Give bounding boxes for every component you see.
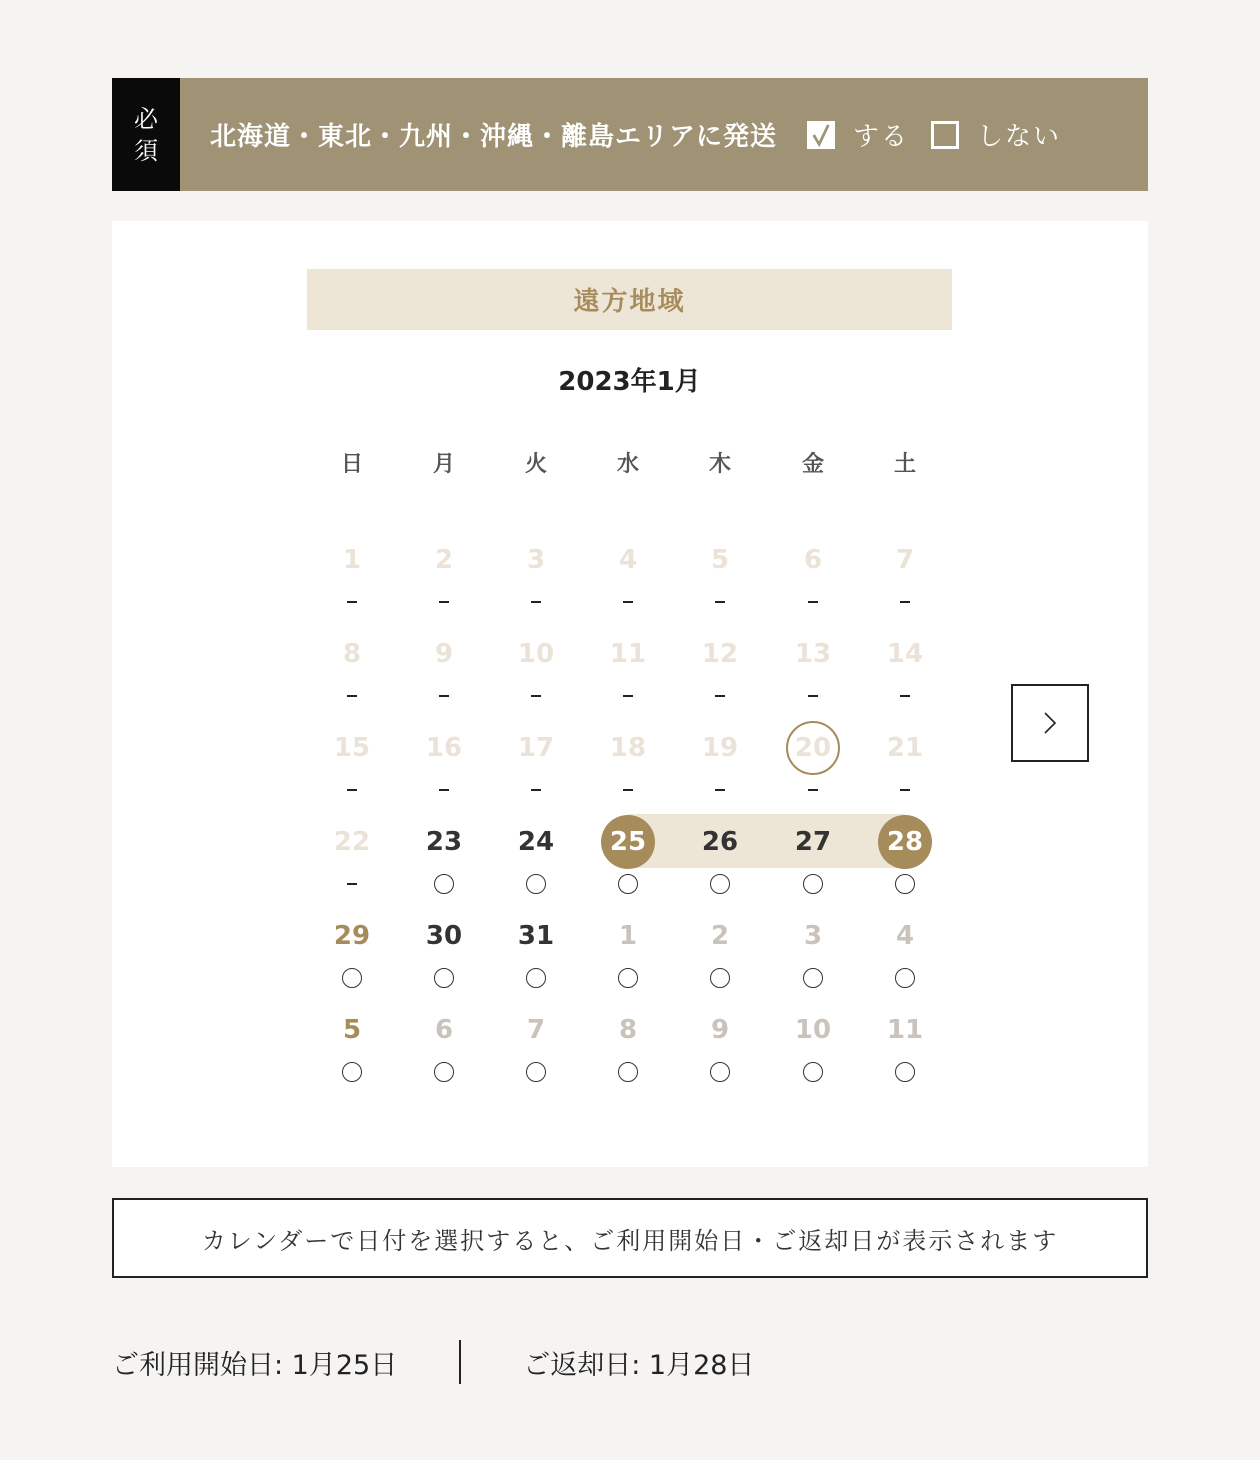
- available-mark: [434, 1059, 454, 1085]
- shipping-area-title: 北海道・東北・九州・沖縄・離島エリアに発送: [210, 122, 778, 152]
- available-mark: [895, 965, 915, 991]
- calendar-day: [865, 533, 945, 623]
- day-number: 14: [886, 639, 924, 669]
- unavailable-mark: [808, 589, 818, 615]
- day-number: 30: [425, 921, 463, 951]
- calendar-day: [496, 627, 576, 717]
- circle-icon: [895, 968, 915, 988]
- day-number: 17: [517, 733, 555, 763]
- weekday-label: 火: [524, 452, 547, 477]
- date-summary: [112, 1340, 754, 1384]
- circle-icon: [803, 874, 823, 894]
- unavailable-mark: [347, 777, 357, 803]
- selected-range-band: [628, 814, 905, 868]
- calendar-day: [773, 627, 853, 717]
- day-number: 11: [886, 1015, 924, 1045]
- required-badge-line2: 須: [134, 136, 158, 165]
- unavailable-mark: [531, 683, 541, 709]
- dash-icon: [439, 789, 449, 791]
- day-number: 26: [701, 827, 739, 857]
- available-mark: [526, 871, 546, 897]
- shipping-area-bar: [112, 78, 1148, 191]
- dash-icon: [900, 789, 910, 791]
- day-number: 31: [517, 921, 555, 951]
- circle-icon: [526, 874, 546, 894]
- calendar-day: [588, 533, 668, 623]
- calendar-day: [312, 533, 392, 623]
- available-mark: [895, 871, 915, 897]
- day-number: 10: [517, 639, 555, 669]
- circle-icon: [895, 1062, 915, 1082]
- required-badge-line1: 必: [134, 104, 158, 133]
- available-mark: [710, 1059, 730, 1085]
- unavailable-mark: [900, 777, 910, 803]
- return-date: ご返却日: 1月28日: [523, 1349, 755, 1381]
- day-number: 4: [618, 545, 638, 575]
- day-number: 29: [333, 921, 371, 951]
- day-number: 10: [794, 1015, 832, 1045]
- day-number: 6: [434, 1015, 454, 1045]
- calendar-day[interactable]: [588, 815, 668, 905]
- dash-icon: [439, 695, 449, 697]
- calendar-day: [773, 533, 853, 623]
- available-mark: [803, 871, 823, 897]
- unavailable-mark: [347, 871, 357, 897]
- calendar-day[interactable]: [588, 909, 668, 999]
- start-date: ご利用開始日: 1月25日: [112, 1349, 398, 1381]
- day-number: 12: [701, 639, 739, 669]
- day-number: 20: [786, 721, 840, 775]
- unavailable-mark: [531, 589, 541, 615]
- available-mark: [526, 1059, 546, 1085]
- available-mark: [526, 965, 546, 991]
- dash-icon: [347, 883, 357, 885]
- circle-icon: [618, 874, 638, 894]
- unavailable-mark: [900, 683, 910, 709]
- calendar-day: [865, 627, 945, 717]
- dash-icon: [715, 601, 725, 603]
- calendar-day: [312, 627, 392, 717]
- region-label: 遠方地域: [307, 269, 952, 330]
- day-number: 25: [601, 815, 655, 869]
- dash-icon: [439, 601, 449, 603]
- calendar-day[interactable]: [404, 1003, 484, 1093]
- dash-icon: [531, 789, 541, 791]
- dash-icon: [623, 789, 633, 791]
- day-number: 7: [895, 545, 915, 575]
- weekday-label: 金: [801, 452, 824, 477]
- day-number: 3: [803, 921, 823, 951]
- calendar-day[interactable]: [773, 909, 853, 999]
- calendar-day[interactable]: [680, 909, 760, 999]
- dash-icon: [623, 695, 633, 697]
- calendar-day: [680, 533, 760, 623]
- circle-icon: [434, 874, 454, 894]
- available-mark: [342, 965, 362, 991]
- unavailable-mark: [531, 777, 541, 803]
- dash-icon: [808, 789, 818, 791]
- calendar-day[interactable]: [865, 1003, 945, 1093]
- day-number: 2: [434, 545, 454, 575]
- day-number: 13: [794, 639, 832, 669]
- day-number: 23: [425, 827, 463, 857]
- calendar-day: [588, 721, 668, 811]
- calendar-day[interactable]: [588, 1003, 668, 1093]
- dash-icon: [900, 601, 910, 603]
- available-mark: [434, 965, 454, 991]
- day-number: 18: [609, 733, 647, 763]
- dash-icon: [531, 695, 541, 697]
- calendar-day: [496, 721, 576, 811]
- dash-icon: [715, 695, 725, 697]
- unavailable-mark: [900, 589, 910, 615]
- dash-icon: [808, 695, 818, 697]
- circle-icon: [526, 1062, 546, 1082]
- dash-icon: [808, 601, 818, 603]
- dash-icon: [347, 789, 357, 791]
- option-yes-label: する: [853, 122, 910, 152]
- weekday-label: 土: [893, 452, 916, 477]
- checkbox-yes[interactable]: [807, 121, 835, 149]
- calendar-day[interactable]: [773, 815, 853, 905]
- day-number: 3: [526, 545, 546, 575]
- unavailable-mark: [623, 683, 633, 709]
- day-number: 8: [342, 639, 362, 669]
- day-number: 4: [895, 921, 915, 951]
- day-number: 15: [333, 733, 371, 763]
- day-number: 5: [342, 1015, 362, 1045]
- unavailable-mark: [439, 683, 449, 709]
- weekday-label: 日: [340, 452, 363, 477]
- day-number: 7: [526, 1015, 546, 1045]
- weekday-label: 月: [432, 452, 455, 477]
- day-number: 28: [878, 815, 932, 869]
- unavailable-mark: [715, 683, 725, 709]
- month-title: 2023年1月: [558, 367, 701, 397]
- circle-icon: [710, 968, 730, 988]
- day-number: 6: [803, 545, 823, 575]
- calendar-panel: [112, 221, 1148, 1167]
- circle-icon: [434, 968, 454, 988]
- option-yes[interactable]: [807, 116, 909, 153]
- unavailable-mark: [808, 777, 818, 803]
- required-badge: [112, 78, 180, 191]
- weekday-label: 木: [708, 452, 731, 477]
- checkmark-icon: [810, 122, 832, 148]
- option-no-label: しない: [977, 122, 1062, 152]
- day-number: 5: [710, 545, 730, 575]
- weekday-header: [112, 447, 1148, 477]
- dash-icon: [900, 695, 910, 697]
- calendar-day: [865, 721, 945, 811]
- dash-icon: [347, 601, 357, 603]
- calendar-day[interactable]: [404, 909, 484, 999]
- calendar-day: [680, 627, 760, 717]
- calendar-day[interactable]: [680, 815, 760, 905]
- available-mark: [618, 871, 638, 897]
- calendar-day: [404, 533, 484, 623]
- unavailable-mark: [439, 589, 449, 615]
- day-number: 9: [434, 639, 454, 669]
- day-number: 9: [710, 1015, 730, 1045]
- unavailable-mark: [347, 589, 357, 615]
- day-number: 1: [342, 545, 362, 575]
- dash-icon: [715, 789, 725, 791]
- circle-icon: [342, 968, 362, 988]
- available-mark: [710, 871, 730, 897]
- calendar-day[interactable]: [312, 909, 392, 999]
- available-mark: [434, 871, 454, 897]
- calendar-day: [312, 721, 392, 811]
- weekday-label: 水: [616, 452, 639, 477]
- unavailable-mark: [808, 683, 818, 709]
- dash-icon: [347, 695, 357, 697]
- day-number: 8: [618, 1015, 638, 1045]
- day-number: 2: [710, 921, 730, 951]
- calendar-day[interactable]: [496, 815, 576, 905]
- circle-icon: [618, 968, 638, 988]
- circle-icon: [434, 1062, 454, 1082]
- circle-icon: [526, 968, 546, 988]
- unavailable-mark: [715, 777, 725, 803]
- dash-icon: [623, 601, 633, 603]
- day-number: 19: [701, 733, 739, 763]
- day-number: 1: [618, 921, 638, 951]
- calendar-day[interactable]: [404, 815, 484, 905]
- available-mark: [895, 1059, 915, 1085]
- summary-divider: [459, 1340, 461, 1384]
- available-mark: [342, 1059, 362, 1085]
- calendar-notice: カレンダーで日付を選択すると、ご利用開始日・ご返却日が表示されます: [112, 1198, 1148, 1278]
- calendar-day[interactable]: [496, 909, 576, 999]
- day-number: 16: [425, 733, 463, 763]
- unavailable-mark: [623, 777, 633, 803]
- checkbox-no[interactable]: [931, 121, 959, 149]
- calendar-day: [312, 815, 392, 905]
- available-mark: [803, 965, 823, 991]
- day-number: 27: [794, 827, 832, 857]
- circle-icon: [618, 1062, 638, 1082]
- calendar-day: [404, 721, 484, 811]
- circle-icon: [342, 1062, 362, 1082]
- circle-icon: [895, 874, 915, 894]
- unavailable-mark: [715, 589, 725, 615]
- circle-icon: [710, 874, 730, 894]
- calendar-day[interactable]: [496, 1003, 576, 1093]
- unavailable-mark: [347, 683, 357, 709]
- available-mark: [803, 1059, 823, 1085]
- calendar-day: [496, 533, 576, 623]
- chevron-right-icon: [1043, 711, 1057, 735]
- circle-icon: [803, 1062, 823, 1082]
- calendar-day[interactable]: [312, 1003, 392, 1093]
- calendar-day: [773, 721, 853, 811]
- next-month-button[interactable]: [1011, 684, 1089, 762]
- calendar-day: [404, 627, 484, 717]
- calendar-day: [588, 627, 668, 717]
- calendar-day[interactable]: [773, 1003, 853, 1093]
- unavailable-mark: [623, 589, 633, 615]
- dash-icon: [531, 601, 541, 603]
- day-number: 24: [517, 827, 555, 857]
- calendar-day[interactable]: [865, 815, 945, 905]
- available-mark: [618, 965, 638, 991]
- calendar-day[interactable]: [865, 909, 945, 999]
- available-mark: [618, 1059, 638, 1085]
- day-number: 22: [333, 827, 371, 857]
- circle-icon: [710, 1062, 730, 1082]
- circle-icon: [803, 968, 823, 988]
- calendar-day[interactable]: [680, 1003, 760, 1093]
- option-no[interactable]: [931, 116, 1061, 153]
- day-number: 11: [609, 639, 647, 669]
- day-number: 21: [886, 733, 924, 763]
- unavailable-mark: [439, 777, 449, 803]
- available-mark: [710, 965, 730, 991]
- calendar-day: [680, 721, 760, 811]
